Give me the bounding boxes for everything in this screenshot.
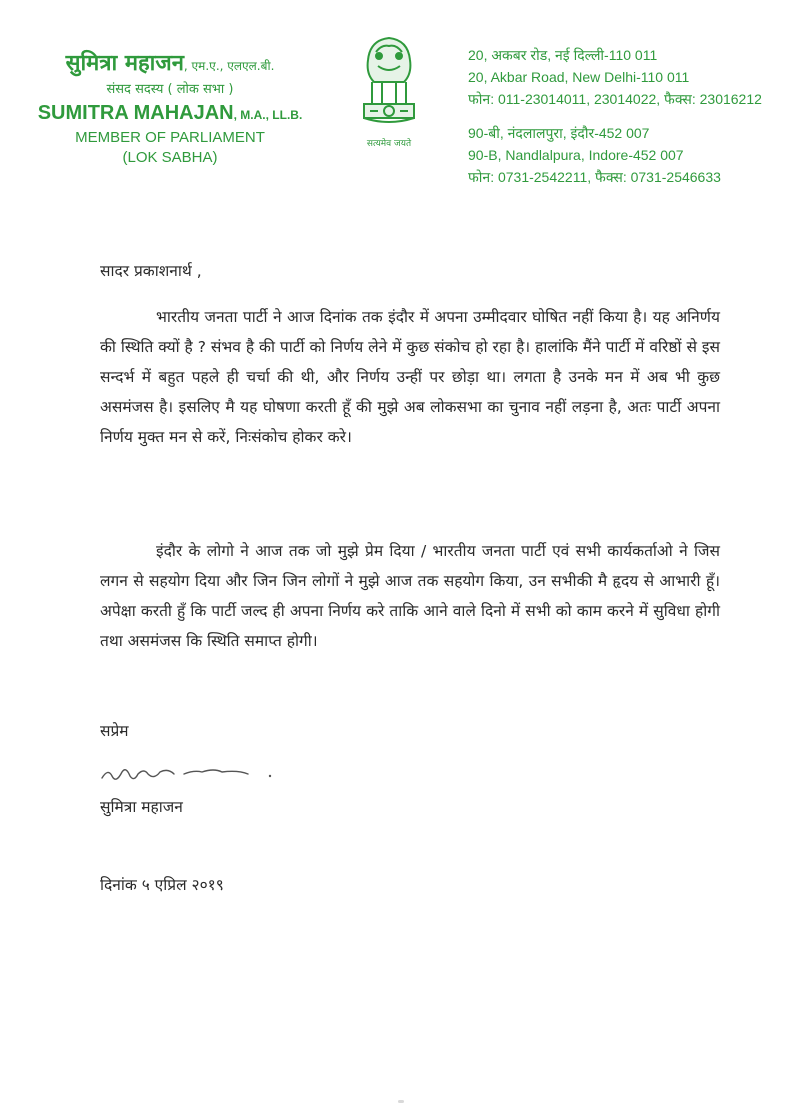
english-degree: , M.A., LL.B. xyxy=(233,108,303,122)
hindi-name-line xyxy=(10,50,330,80)
salutation: सादर प्रकाशनार्थ , xyxy=(100,262,202,280)
letterhead-address xyxy=(468,44,788,188)
address-line: फोन: 011-23014011, 23014022, फैक्स: 23016212 xyxy=(468,91,762,107)
handwritten-signature xyxy=(98,760,278,790)
english-name: SUMITRA MAHAJAN xyxy=(37,102,234,124)
closing: सप्रेम xyxy=(100,722,129,740)
signatory-name: सुमित्रा महाजन xyxy=(100,798,183,816)
address-line: 90-बी, नंदलालपुरा, इंदौर-452 007 xyxy=(468,125,650,141)
letterhead-left xyxy=(10,50,330,168)
hindi-title: संसद सदस्य ( लोक सभा ) xyxy=(106,82,234,97)
address-line: 20, अकबर रोड, नई दिल्ली-110 011 xyxy=(468,47,658,63)
letter-date: दिनांक ५ एप्रिल २०१९ xyxy=(100,876,224,894)
address-line: फोन: 0731-2542211, फैक्स: 0731-2546633 xyxy=(468,169,721,185)
hindi-name: सुमित्रा महाजन xyxy=(65,51,184,76)
body-paragraph-2: इंदौर के लोगो ने आज तक जो मुझे प्रेम दिया / भारतीय जनता पार्टी एवं सभी कार्यकर्ताओ ने जिस लगन से सहयोग दिया और जिन जिन लोगों ने मुझे आज तक सहयोग किया, उन सभीकी मै हृदय से आभारी हूँ। अपेक्षा करती हुँ कि पार्टी जल्द ही अपना निर्णय करे ताकि आने वाले दिनो में सभी को काम करने में सुविधा होगी तथा असमंजस कि स्थिति समाप्त होगी। xyxy=(100,542,720,650)
emblem-motto: सत्यमेव जयते xyxy=(366,139,412,149)
english-title: MEMBER OF PARLIAMENT xyxy=(75,129,265,146)
address-line: 20, Akbar Road, New Delhi-110 011 xyxy=(468,69,690,85)
hindi-degree: , एम.ए., एलएल.बी. xyxy=(183,59,275,73)
english-name-line xyxy=(10,100,330,128)
english-house: (LOK SABHA) xyxy=(122,149,218,166)
national-emblem-icon xyxy=(348,30,430,150)
body-paragraph-1: भारतीय जनता पार्टी ने आज दिनांक तक इंदौर में अपना उम्मीदवार घोषित नहीं किया है। यह अनिर्णय की स्थिति क्यों है ? संभव है की पार्टी को निर्णय लेने में कुछ संकोच हो रहा है। हालांकि मैंने पार्टी में वरिष्ठों से इस सन्दर्भ में बहुत पहले ही चर्चा की थी, और निर्णय उन्हीं पर छोड़ा था। लगता है उनके मन में अब भी कुछ असमंजस है। इसलिए मै यह घोषणा करती हूँ की मुझे अब लोकसभा का चुनाव नहीं लड़ना है, अतः पार्टी अपना निर्णय मुक्त मन से करें, निःसंकोच होकर करे। xyxy=(100,308,720,446)
address-line: 90-B, Nandlalpura, Indore-452 007 xyxy=(468,147,684,163)
scan-mark xyxy=(398,1100,404,1103)
